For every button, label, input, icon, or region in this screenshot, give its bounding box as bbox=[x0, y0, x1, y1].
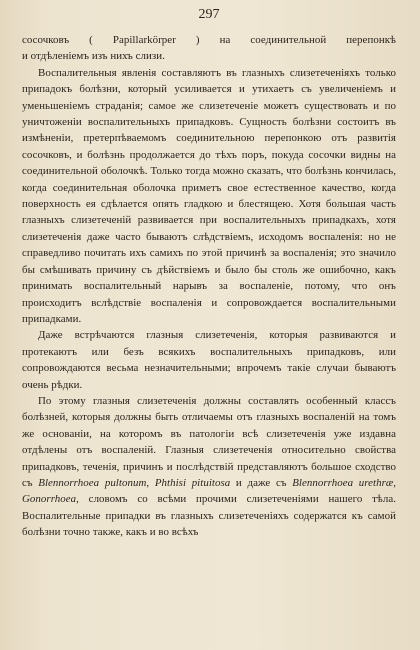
paragraph-4-connector: и даже съ bbox=[230, 476, 293, 489]
paragraph-2: Воспалительныя явленія составляютъ въ глазныхъ слизетеченіяхъ только припадокъ болѣзни, который усиливается и утихаетъ съ увеличеніемъ и уменьшеніемъ страданія; самое же слизетеченіе можетъ существовать и по уничтоженіи воспалительныхъ припадковъ. Сущность болѣзни состоитъ въ измѣненіи, претерпѣваемомъ соединительною перепонкою отъ развитія сосочковъ, и болѣзнь продолжается до тѣхъ поръ, покуда сосочки видны на соединительной оболочкѣ. Только тогда можно сказать, что болѣзнь кончилась, когда соединительная оболочка приметъ свое естественное качество, когда поверхность ея сдѣлается опять гладкою и блестящею. Хотя большая часть глазныхъ слизетеченій развивается при воспалительныхъ припадкахъ, хотя слизетеченія даже часто бываютъ слѣдствіемъ, исходомъ воспаленія: но не справедливо почитать ихъ самихъ по этой причинѣ за воспаленія; это значило бы смѣшивать причину съ дѣйствіемъ и было бы столь же ошибочно, какъ принимать воспалительный нарывъ за воспаленіе, потому, что онъ происходитъ вслѣдствіе воспаленія и сопровождается воспалительными припадками. bbox=[22, 66, 396, 325]
paragraph-1-line-1: сосочковъ ( Papillarkörper ) на соединительной перепонкѣ bbox=[22, 34, 396, 46]
paragraph-4 bbox=[22, 393, 396, 541]
latin-term-3: Blennorrhoea urethræ, Gonorrhoea bbox=[22, 476, 396, 506]
paragraph-4-ending: , словомъ со всѣми прочими слизетеченіями нашего тѣла. Воспалительные припадки въ глазныхъ слизетеченіяхъ содержатся къ самой болѣзни точно также, какъ и во всѣхъ bbox=[22, 493, 396, 539]
page-number: 297 bbox=[198, 7, 220, 22]
paragraph-1-line-2: и отдѣленіемъ изъ нихъ слизи. bbox=[22, 50, 165, 63]
body-text bbox=[22, 32, 396, 541]
latin-term-1: Blennorrhoea pultonum, bbox=[38, 476, 150, 489]
paragraph-3: Даже встрѣчаются глазныя слизетеченія, которыя развиваются и протекаютъ или безъ всякихъ воспалительныхъ припадковъ, или сопровождаются весьма незначительными; впрочемъ такіе случаи бываютъ очень рѣдки. bbox=[22, 329, 396, 391]
paragraph-1 bbox=[22, 32, 396, 65]
paragraph-4-text: По этому глазныя слизетеченія должны составлять особенный классъ болѣзней, которыя должны быть отличаемы отъ глазныхъ воспаленій на томъ же основаніи, на которомъ въ патологіи всѣ слизетеченія уже издавна отдѣлены отъ воспаленій. Глазныя слизетеченія относительно свойства припадковъ, теченія, причинъ и послѣдствій представляютъ большое сходство съ bbox=[22, 394, 396, 489]
latin-term-2: Phthisi pituitosa bbox=[154, 476, 231, 489]
